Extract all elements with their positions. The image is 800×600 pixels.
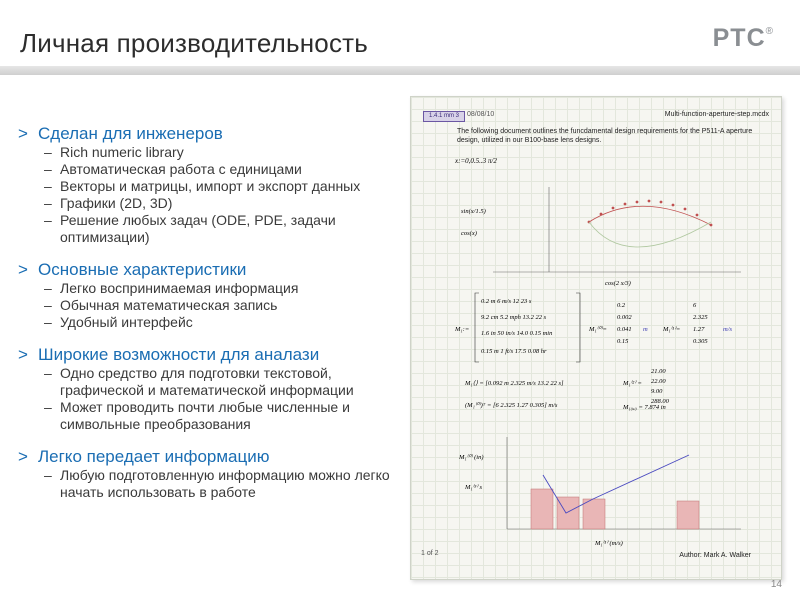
document-intro: The following document outlines the funcdamental design requirements for the P511-A aperture design, utilized in our B100-base lens designs.	[457, 128, 753, 144]
dash-icon: –	[44, 297, 52, 313]
svg-text:0.002: 0.002	[617, 314, 632, 321]
range-definition: x:=0,0.5..3 π/2	[455, 157, 497, 165]
svg-text:2.325: 2.325	[693, 314, 708, 321]
registered-mark-icon: ®	[765, 26, 774, 37]
document-date: 08/08/10	[467, 111, 495, 118]
list-item: Легко воспринимаемая информация	[60, 280, 299, 296]
list-item: Обычная математическая запись	[60, 297, 278, 313]
svg-text:M₁₀,₀ = 7.874 in: M₁₀,₀ = 7.874 in	[623, 404, 666, 411]
svg-text:1.27: 1.27	[693, 326, 705, 333]
section-analysis	[18, 345, 410, 433]
dash-icon: –	[44, 212, 52, 228]
dash-icon: –	[44, 161, 52, 177]
document-tag: 1.4.1 mm 3	[423, 111, 465, 122]
svg-text:M₁:=: M₁:=	[455, 326, 470, 333]
page-number: 14	[770, 579, 782, 590]
chevron-right-icon: >	[18, 447, 28, 466]
document-filename: Multi-function-aperture-step.mcdx	[664, 111, 769, 118]
document-math-content	[411, 97, 781, 579]
legend-cos: cos(x)	[461, 230, 477, 237]
list-item: Векторы и матрицы, импорт и экспорт данных	[60, 178, 361, 194]
chevron-right-icon: >	[18, 260, 28, 279]
matrix-block	[454, 293, 733, 411]
section-heading: Легко передает информацию	[38, 447, 270, 466]
svg-text:M₁⁽¹⁾=: M₁⁽¹⁾=	[663, 326, 681, 333]
dash-icon: –	[44, 178, 52, 194]
svg-text:M₁⁽⁰⁾=: M₁⁽⁰⁾=	[589, 326, 607, 333]
svg-text:M₁⟨⟩ = [0.092 m 2.325 m/s 13.2: M₁⟨⟩ = [0.092 m 2.325 m/s 13.2 22 s]	[465, 380, 564, 387]
legend-m1-s: M₁⁽³⁾ s	[465, 484, 482, 491]
section-features	[18, 260, 410, 331]
document-author: Author: Mark A. Walker	[679, 552, 751, 559]
svg-text:M₁⁽²⁾ =: M₁⁽²⁾ =	[623, 380, 642, 387]
section-heading: Основные характеристики	[38, 260, 247, 279]
section-engineers	[18, 124, 410, 246]
section-heading: Широкие возможности для аналази	[38, 345, 320, 364]
logo-text: PTC	[712, 24, 766, 52]
bullet-list	[18, 124, 410, 515]
dash-icon: –	[44, 195, 52, 211]
svg-text:m/s: m/s	[723, 326, 733, 333]
axis-label-m1: M₁⁽¹⁾ (m/s)	[595, 540, 623, 547]
dash-icon: –	[44, 280, 52, 296]
svg-text:9.00: 9.00	[651, 388, 663, 395]
list-item: Удобный интерфейс	[60, 314, 193, 330]
axis-label-cos2x: cos(2 x/3)	[605, 280, 631, 287]
list-item: Автоматическая работа с единицами	[60, 161, 302, 177]
chevron-right-icon: >	[18, 345, 28, 364]
section-sharing	[18, 447, 410, 501]
svg-text:(M₁⁽⁰⁾)ᵀ = [6 2.325 1.27 0.305: (M₁⁽⁰⁾)ᵀ = [6 2.325 1.27 0.305] m/s	[465, 402, 558, 409]
svg-text:22.00: 22.00	[651, 378, 666, 385]
svg-text:0.15 m 1 ft/s 17.5 0.08 h: 0.15 m 1 ft/s 17.5 0.08 hr	[481, 348, 547, 355]
dash-icon: –	[44, 399, 52, 415]
title-rule	[0, 66, 800, 75]
svg-text:0.2: 0.2	[617, 302, 626, 309]
dash-icon: –	[44, 467, 52, 483]
svg-text:1.6 in 50 in/s 14.0 0.15 mi: 1.6 in 50 in/s 14.0 0.15 min	[481, 330, 553, 337]
dash-icon: –	[44, 365, 52, 381]
svg-text:m: m	[643, 326, 648, 333]
list-item: Может проводить почти любые численные и символьные преобразования	[60, 399, 350, 432]
mathcad-document-screenshot	[410, 96, 782, 580]
list-item: Решение любых задач (ODE, PDE, задачи оптимизации)	[60, 212, 336, 245]
svg-text:0.2 m 6 m/s 12 23 s: 0.2 m 6 m/s 12 23 s	[481, 298, 532, 305]
list-item: Любую подготовленную информацию можно легко начать использовать в работе	[60, 467, 390, 500]
chevron-right-icon: >	[18, 124, 28, 143]
svg-text:9.2 cm 5.2 mph 13.2 22 s: 9.2 cm 5.2 mph 13.2 22 s	[481, 314, 547, 321]
trig-plot	[461, 187, 741, 287]
ptc-logo	[713, 24, 774, 53]
section-heading: Сделан для инженеров	[38, 124, 223, 143]
svg-text:0.041: 0.041	[617, 326, 632, 333]
svg-text:21.00: 21.00	[651, 368, 666, 375]
svg-text:288.00: 288.00	[651, 398, 669, 405]
svg-text:0.15: 0.15	[617, 338, 629, 345]
document-page-indicator: 1 of 2	[421, 550, 439, 557]
bar-line-plot	[458, 437, 741, 547]
list-item: Rich numeric library	[60, 144, 184, 160]
list-item: Графики (2D, 3D)	[60, 195, 173, 211]
svg-text:0.305: 0.305	[693, 338, 708, 345]
legend-m1-in: M₁⁽⁰⁾ (in)	[459, 454, 484, 461]
slide-title: Личная производительность	[20, 28, 369, 58]
list-item: Одно средство для подготовки текстовой, графической и математической информации	[60, 365, 354, 398]
dash-icon: –	[44, 144, 52, 160]
svg-text:6: 6	[693, 302, 697, 309]
dash-icon: –	[44, 314, 52, 330]
legend-sin: sin(x/1.5)	[461, 208, 486, 215]
